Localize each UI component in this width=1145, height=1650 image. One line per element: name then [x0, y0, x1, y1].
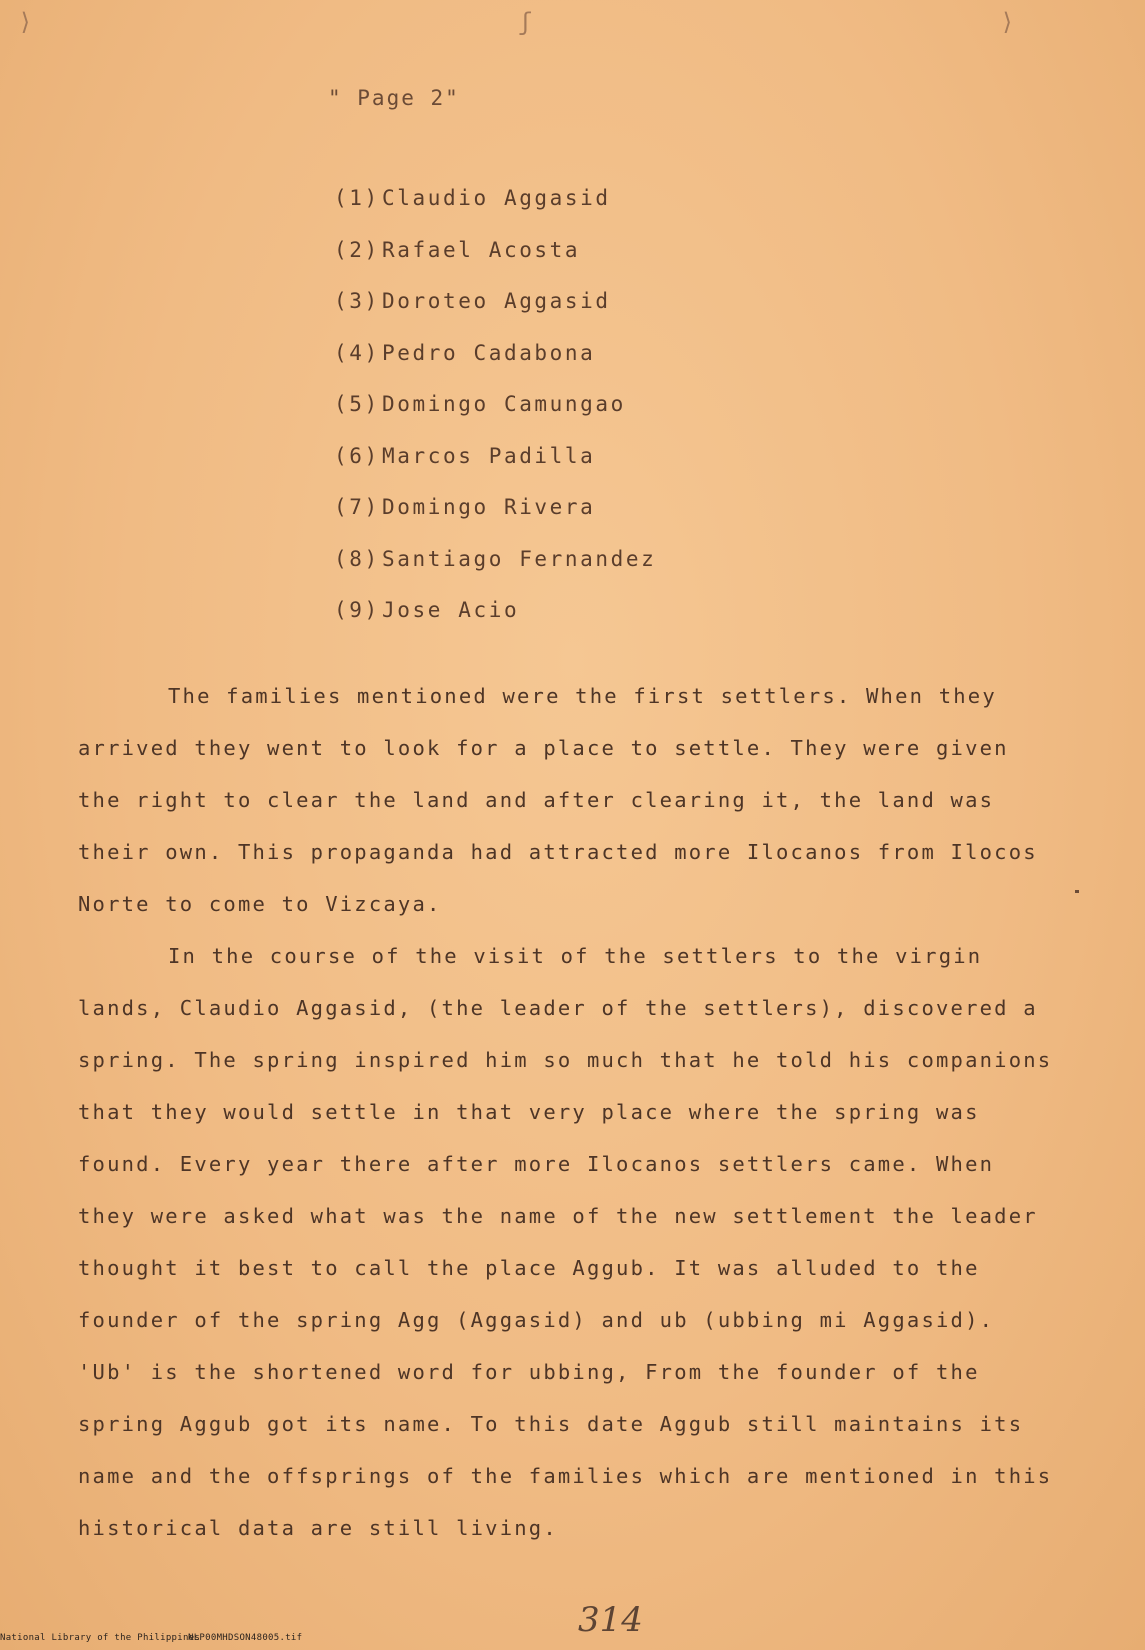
item-number: (1)	[334, 186, 380, 210]
list-item	[334, 392, 656, 444]
list-item	[334, 186, 656, 238]
body-paragraph-1: The families mentioned were the first settlers. When they arrived they went to look for a place to settle. They were given the right to clear the land and after clearing it, the land was their own. This propaganda had attracted more Ilocanos from Ilocos Norte to come to Vizcaya.	[78, 684, 1038, 916]
footer-library-label: National Library of the Philippines	[0, 1633, 201, 1643]
item-number: (7)	[334, 495, 380, 519]
family-list	[334, 186, 656, 650]
family-name: Domingo Rivera	[382, 495, 596, 519]
ink-mark	[1075, 890, 1079, 893]
family-name: Rafael Acosta	[382, 237, 581, 262]
item-number: (8)	[334, 546, 380, 571]
item-number: (6)	[334, 443, 380, 468]
item-number: (5)	[334, 392, 380, 416]
margin-mark: ʃ	[518, 8, 533, 36]
list-item	[334, 547, 656, 599]
list-item	[334, 289, 656, 341]
family-name: Doroteo Aggasid	[382, 289, 611, 313]
margin-mark: ⟩	[18, 8, 33, 36]
list-item	[334, 598, 656, 650]
family-name: Jose Acio	[382, 598, 520, 622]
footer-filename: NLP00MHDSON48005.tif	[188, 1633, 303, 1643]
family-name: Claudio Aggasid	[382, 186, 611, 210]
family-name: Marcos Padilla	[382, 443, 596, 468]
item-number: (9)	[334, 598, 380, 622]
family-name: Domingo Camungao	[382, 392, 626, 416]
item-number: (2)	[334, 237, 380, 262]
margin-mark: ⟩	[1000, 8, 1015, 36]
handwritten-page-number: 314	[578, 1600, 643, 1640]
family-name: Pedro Cadabona	[382, 340, 596, 365]
list-item	[334, 444, 656, 496]
item-number: (4)	[334, 340, 380, 365]
list-item	[334, 341, 656, 393]
item-number: (3)	[334, 289, 380, 313]
body-paragraph-2: In the course of the visit of the settlers to the virgin lands, Claudio Aggasid, (the leader of the settlers), discovered a spring. The spring inspired him so much that he told his companions that they would settle in that very place where the spring was found. Every year there after more Ilocanos settlers came. When they were asked what was the name of the new settlement the leader thought it best to call the place Aggub. It was alluded to the founder of the spring Agg (Aggasid) and ub (ubbing mi Aggasid). 'Ub' is the shortened word for ubbing, From the founder of the spring Aggub got its name. To this date Aggub still maintains its name and the offsprings of the families which are mentioned in this historical data are still living.	[78, 944, 1053, 1540]
family-name: Santiago Fernandez	[382, 546, 657, 571]
page-header: " Page 2"	[328, 86, 460, 110]
list-item	[334, 238, 656, 290]
list-item	[334, 495, 656, 547]
